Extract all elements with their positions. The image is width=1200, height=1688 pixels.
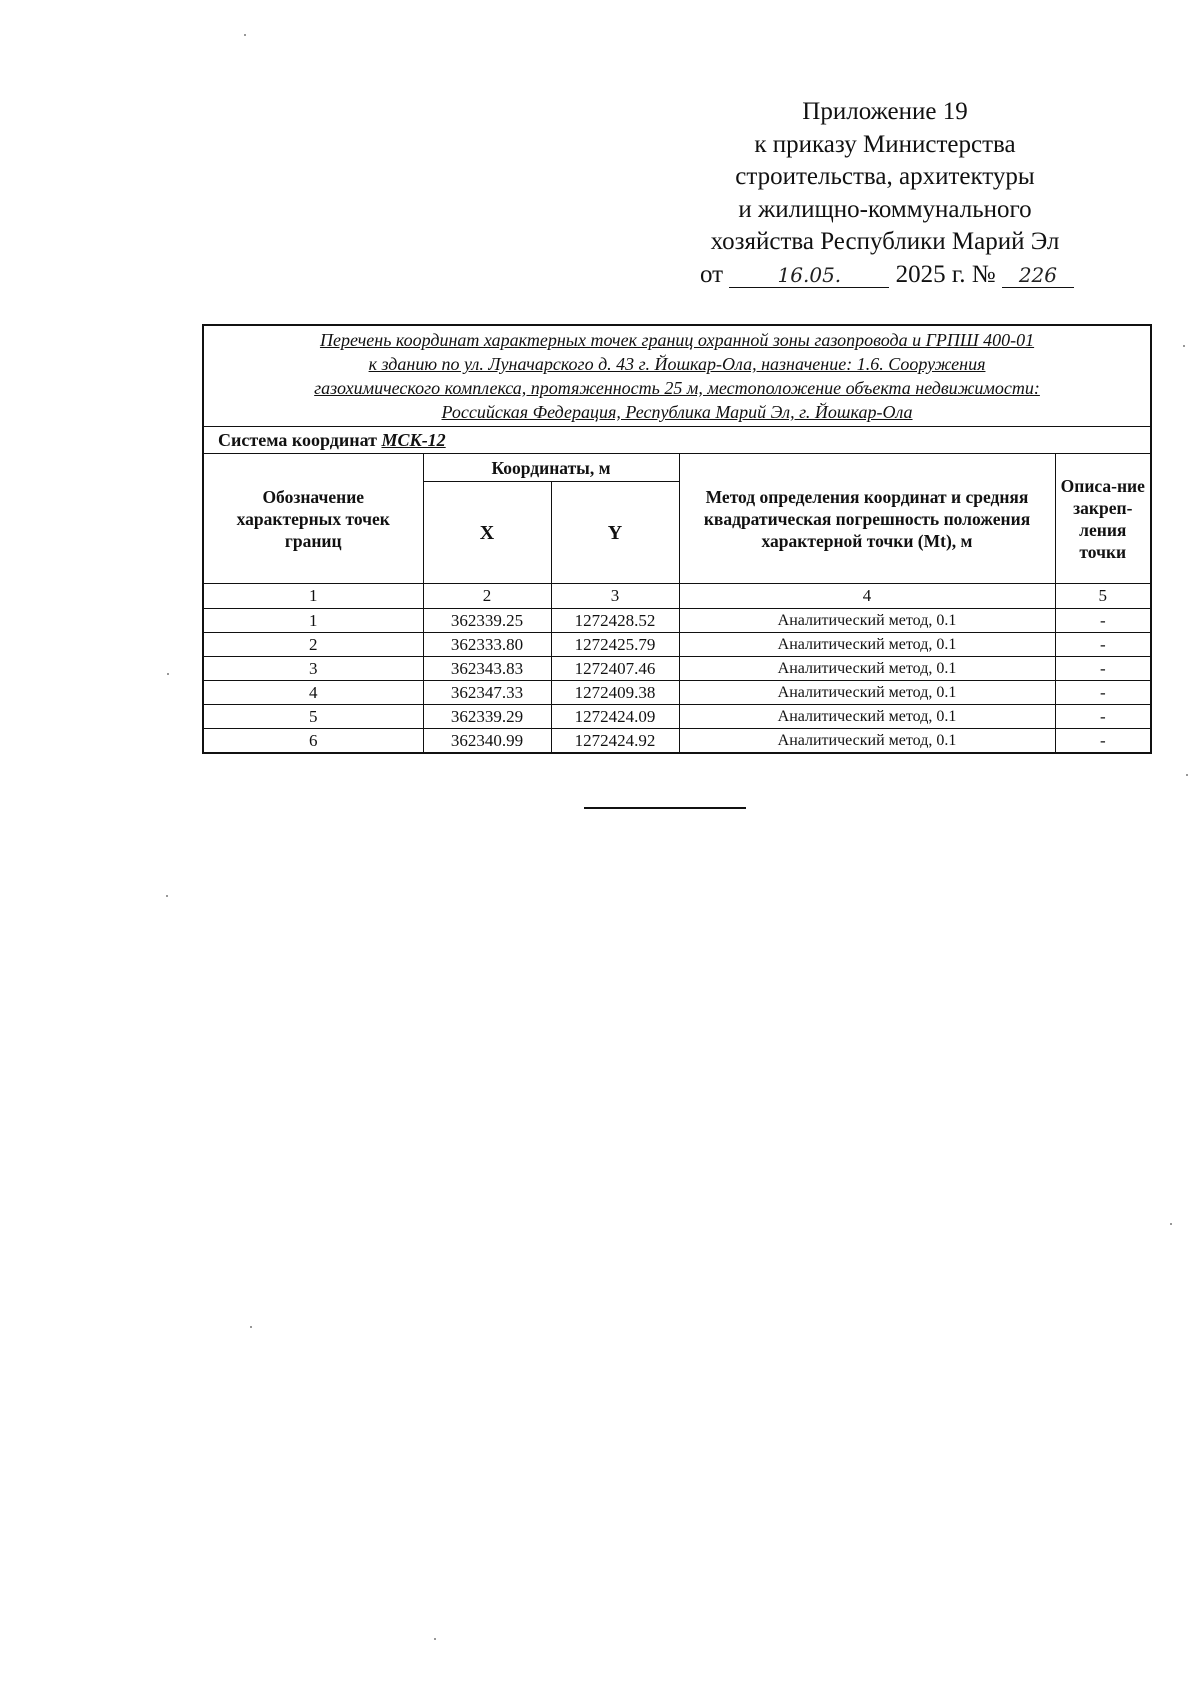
handwritten-date: 16.05. [729, 263, 889, 288]
description-value: - [1055, 657, 1151, 681]
table-title-line: к зданию по ул. Луначарского д. 43 г. Йошкар-Ола, назначение: 1.6. Сооружения [368, 354, 986, 374]
x-value: 362333.80 [423, 633, 551, 657]
table-row [203, 633, 1151, 657]
description-value: - [1055, 729, 1151, 754]
appendix-line-5: хозяйства Республики Марий Эл [710, 228, 1060, 255]
method-value: Аналитический метод, 0.1 [679, 705, 1055, 729]
coordinate-system [203, 427, 1151, 454]
description-value: - [1055, 609, 1151, 633]
header-x: X [423, 482, 551, 584]
table-title-line: Перечень координат характерных точек границ охранной зоны газопровода и ГРПШ 400-01 [319, 330, 1035, 350]
date-prefix: от [700, 260, 724, 288]
x-value: 362339.29 [423, 705, 551, 729]
table-row [203, 681, 1151, 705]
x-value: 362343.83 [423, 657, 551, 681]
end-divider [584, 807, 746, 809]
appendix-title: Приложение 19 [802, 98, 968, 125]
method-value: Аналитический метод, 0.1 [679, 609, 1055, 633]
coordinate-system-row [203, 427, 1151, 454]
scan-speck [1186, 774, 1188, 776]
method-value: Аналитический метод, 0.1 [679, 729, 1055, 754]
method-value: Аналитический метод, 0.1 [679, 633, 1055, 657]
column-number: 3 [551, 584, 679, 609]
appendix-line-2: к приказу Министерства [754, 130, 1016, 158]
description-value: - [1055, 681, 1151, 705]
header-y: Y [551, 482, 679, 584]
handwritten-order-number: 226 [1002, 263, 1074, 288]
table-row [203, 705, 1151, 729]
header-coordinates: Координаты, м [423, 454, 679, 482]
header-description: Описа-ние закреп-ления точки [1055, 454, 1151, 584]
table-title-row [203, 325, 1151, 427]
appendix-header [700, 96, 1070, 291]
description-value: - [1055, 705, 1151, 729]
column-number-row [203, 584, 1151, 609]
x-value: 362347.33 [423, 681, 551, 705]
point-id: 2 [203, 633, 423, 657]
year-number-label: 2025 г. № [895, 260, 996, 288]
table-row [203, 657, 1151, 681]
point-id: 1 [203, 609, 423, 633]
y-value: 1272428.52 [551, 609, 679, 633]
scan-speck [1183, 345, 1185, 347]
column-number: 2 [423, 584, 551, 609]
point-id: 3 [203, 657, 423, 681]
scan-speck [1170, 1223, 1172, 1225]
y-value: 1272407.46 [551, 657, 679, 681]
point-id: 6 [203, 729, 423, 754]
x-value: 362340.99 [423, 729, 551, 754]
scan-speck [166, 895, 168, 897]
column-number: 5 [1055, 584, 1151, 609]
method-value: Аналитический метод, 0.1 [679, 681, 1055, 705]
table-row [203, 609, 1151, 633]
y-value: 1272424.09 [551, 705, 679, 729]
scan-speck [250, 1326, 252, 1328]
header-row [203, 454, 1151, 482]
table-title-line: Российская Федерация, Республика Марий Эл, г. Йошкар-Ола [441, 402, 913, 422]
column-number: 4 [679, 584, 1055, 609]
scan-speck [434, 1638, 436, 1640]
y-value: 1272425.79 [551, 633, 679, 657]
description-value: - [1055, 633, 1151, 657]
scan-speck [167, 673, 169, 675]
y-value: 1272409.38 [551, 681, 679, 705]
method-value: Аналитический метод, 0.1 [679, 657, 1055, 681]
appendix-line-3: строительства, архитектуры [735, 163, 1035, 190]
coordinate-system-value: МСК-12 [381, 429, 446, 450]
header-method: Метод определения координат и средняя квадратическая погрешность положения характерной точки (Mt), м [679, 454, 1055, 584]
point-id: 4 [203, 681, 423, 705]
table-title-line: газохимического комплекса, протяженность 25 м, местоположение объекта недвижимости: [314, 378, 1040, 398]
appendix-line-4: и жилищно-коммунального [738, 195, 1032, 223]
y-value: 1272424.92 [551, 729, 679, 754]
column-number: 1 [203, 584, 423, 609]
order-date-row [700, 259, 1070, 292]
header-point: Обозначение характерных точек границ [203, 454, 423, 584]
x-value: 362339.25 [423, 609, 551, 633]
scan-speck [244, 34, 246, 36]
table-title [203, 325, 1151, 427]
coordinate-system-label: Система координат [218, 429, 377, 450]
coordinates-table [202, 324, 1152, 754]
table-row [203, 729, 1151, 754]
point-id: 5 [203, 705, 423, 729]
